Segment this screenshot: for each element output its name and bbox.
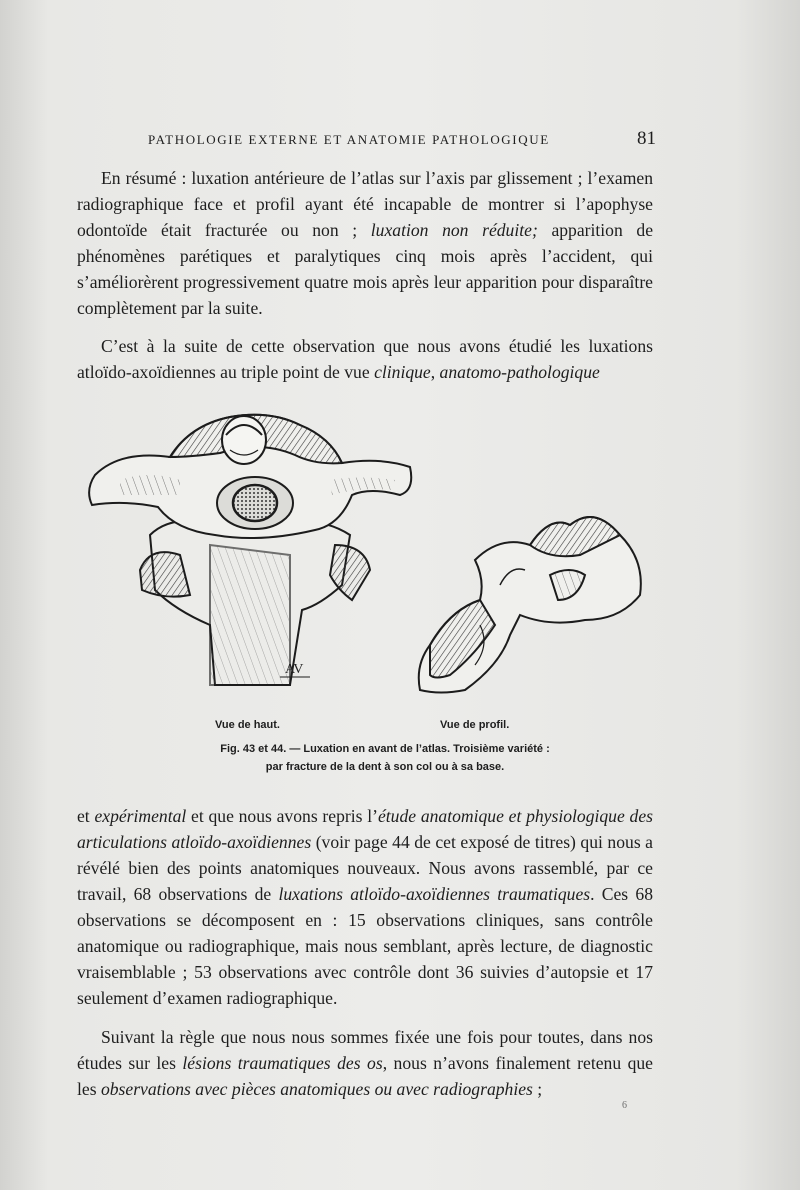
page-header <box>78 128 656 150</box>
paragraph-observations: et expérimental et que nous avons repris l’étude anatomique et physiologique des articulations atloïdo-axoïdiennes (voir page 44 de cet exposé de titres) qui nous a révélé bien des points anatomiques nouveaux. Nous avons rassemblé, par ce travail, 68 observations de luxations atloïdo-axoïdiennes traumatiques. Ces 68 observations se décomposent en : 15 observations cliniques, sans contrôle anatomique ou radiographique, mais nous semblant, après lecture, de diagnostic vraisemblable ; 53 observations avec contrôle dont 36 suivies d’autopsie et 17 seulement d’examen radiographique. <box>77 806 653 1008</box>
caption-line-2: par fracture de la dent à son col ou à sa base. <box>265 761 505 773</box>
top-view-drawing <box>89 415 411 685</box>
paragraph-study-intro: C’est à la suite de cette observation que nous avons étudié les luxations atloïdo-axoïdiennes au triple point de vue clinique, anatomo-pathologique <box>77 336 653 382</box>
page-number: 81 <box>637 128 656 149</box>
running-title: PATHOLOGIE EXTERNE ET ANATOMIE PATHOLOGIQUE <box>148 132 550 147</box>
figure-caption <box>170 740 600 776</box>
engraver-monogram: AV <box>285 662 304 677</box>
profile-view-drawing <box>419 517 641 693</box>
figure-vertebrae-illustration <box>80 395 660 715</box>
figure-label-profile-view: Vue de profil. <box>440 719 510 731</box>
printer-signature: 6 <box>622 1100 627 1111</box>
paragraph-method: Suivant la règle que nous nous sommes fixée une fois pour toutes, dans nos études sur les lésions traumatiques des os, nous n’avons finalement retenu que les observations avec pièces anatomiques ou avec radiographies ; <box>77 1027 653 1099</box>
caption-line-1: Fig. 43 et 44. — Luxation en avant de l’atlas. Troisième variété : <box>220 743 550 755</box>
vertebrae-engraving <box>80 395 660 715</box>
paragraph-summary: En résumé : luxation antérieure de l’atlas sur l’axis par glissement ; l’examen radiographique face et profil ayant été incapable de montrer si l’apophyse odontoïde était fracturée ou non ; luxation non réduite; apparition de phénomènes parétiques et paralytiques cinq mois après l’accident, qui s’améliorèrent progressivement quatre mois après leur apparition pour disparaître complètement par la suite. <box>77 168 654 318</box>
figure-label-top-view: Vue de haut. <box>215 719 280 731</box>
